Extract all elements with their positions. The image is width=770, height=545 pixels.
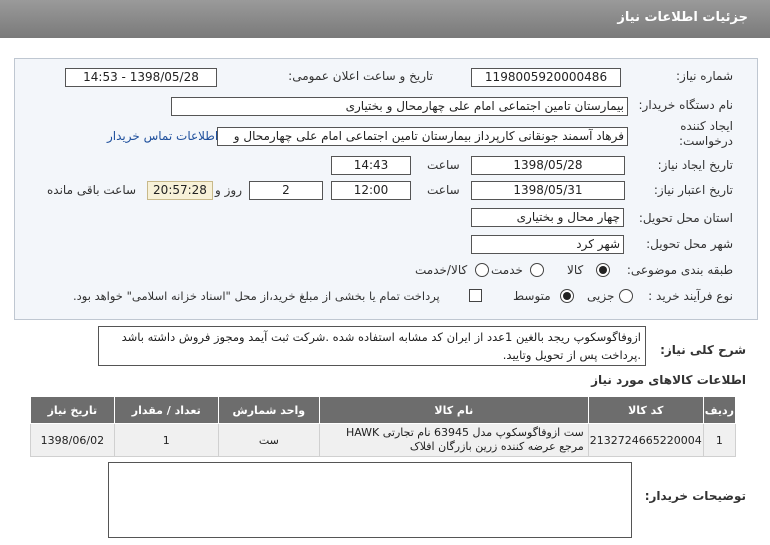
column-header-row: ردیف [703,397,735,424]
column-header-unit: واحد شمارش [218,397,319,424]
announce-datetime-field: 1398/05/28 - 14:53 [65,68,217,87]
remaining-label: ساعت باقی مانده [47,183,137,197]
category-goods-label: کالا [567,263,584,277]
process-minor-radio[interactable] [619,289,633,303]
validity-date-field: 1398/05/31 [471,181,625,200]
days-label: روز و [215,183,242,197]
validity-label: تاریخ اعتبار نیاز: [653,183,733,197]
created-date-label: تاریخ ایجاد نیاز: [657,158,733,172]
cell-unit: ست [218,424,319,457]
need-details-panel [14,58,758,320]
cell-code: 2132724665220004 [588,424,703,457]
days-remaining-field: 2 [249,181,323,200]
created-time-label: ساعت [427,158,460,172]
column-header-code: کد کالا [588,397,703,424]
province-label: استان محل تحویل: [638,211,733,225]
description-text: ازوفاگوسکوپ ریجد بالغین 1عدد از ایران کد مشابه استفاده شده .شرکت ثبت آیمد ومجوز فروش داشته باشد .پرداخت پس از تحویل وتایید. [98,326,646,366]
treasury-payment-checkbox[interactable] [469,289,482,302]
announce-label: تاریخ و ساعت اعلان عمومی: [288,69,433,83]
category-service-radio[interactable] [530,263,544,277]
province-field: چهار محال و بختیاری [471,208,624,227]
validity-time-field: 12:00 [331,181,411,200]
process-minor-label: جزیی [587,289,615,303]
buyer-org-field: بیمارستان تامین اجتماعی امام علی چهارمحال و بختیاری [171,97,628,116]
need-number-label: شماره نیاز: [676,69,733,83]
created-time-field: 14:43 [331,156,411,175]
page-header [0,0,770,38]
buyer-org-label: نام دستگاه خریدار: [638,98,733,112]
category-service-label: خدمت [491,263,523,277]
need-number-field: 1198005920000486 [471,68,621,87]
city-field: شهر کرد [471,235,624,254]
validity-time-label: ساعت [427,183,460,197]
buyer-notes-label: توضیحات خریدار: [644,489,746,503]
category-label: طبقه بندی موضوعی: [626,263,733,277]
items-table [30,396,736,457]
category-goods-service-radio[interactable] [475,263,489,277]
contact-buyer-link[interactable]: اطلاعات تماس خریدار [107,129,219,143]
description-label: شرح کلی نیاز: [660,343,746,357]
process-label: نوع فرآیند خرید : [648,289,733,303]
countdown-field: 20:57:28 [147,181,213,200]
column-header-date: تاریخ نیاز [31,397,115,424]
table-row [31,424,736,457]
cell-date: 1398/06/02 [31,424,115,457]
treasury-payment-note: پرداخت تمام یا بخشی از مبلغ خرید،از محل "اسناد خزانه اسلامی" خواهد بود. [73,289,440,303]
column-header-quantity: تعداد / مقدار [114,397,218,424]
cell-name: ست ازوفاگوسکوپ مدل 63945 نام تجارتی HAWK مرجع عرضه کننده زرین بازرگان افلاک [319,424,588,457]
creator-label: ایجاد کننده درخواست: [679,119,733,148]
created-date-field: 1398/05/28 [471,156,625,175]
items-section-title: اطلاعات کالاهای مورد نیاز [591,373,746,387]
creator-field: فرهاد آسمند جونقانی کارپرداز بیمارستان تامین اجتماعی امام علی چهارمحال و [217,127,628,146]
city-label: شهر محل تحویل: [646,237,733,251]
process-medium-label: متوسط [513,289,551,303]
category-goods-service-label: کالا/خدمت [415,263,468,277]
column-header-name: نام کالا [319,397,588,424]
page-title: جزئیات اطلاعات نیاز [617,10,748,25]
category-goods-radio[interactable] [596,263,610,277]
cell-row-number: 1 [703,424,735,457]
cell-quantity: 1 [114,424,218,457]
buyer-notes-box [108,462,632,538]
process-medium-radio[interactable] [560,289,574,303]
